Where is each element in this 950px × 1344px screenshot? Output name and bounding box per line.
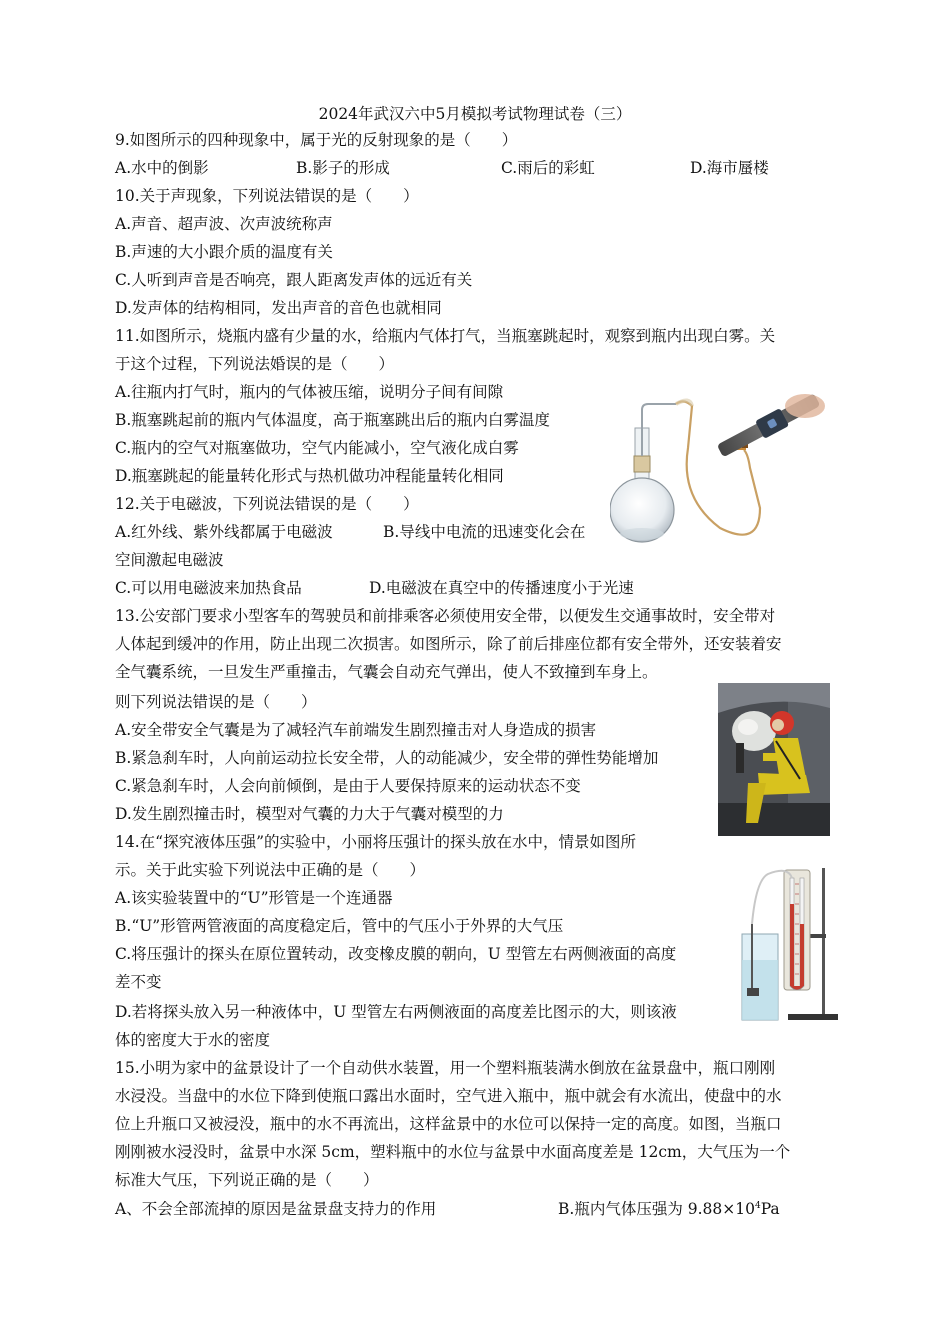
q14-option-d-line2: 体的密度大于水的密度 (115, 1031, 271, 1049)
q10-stem: 10.关于声现象，下列说法错误的是（ ） (115, 187, 419, 205)
q14-stem-line1: 14.在“探究液体压强”的实验中，小丽将压强计的探头放在水中，情景如图所 (115, 833, 637, 851)
q9-stem: 9.如图所示的四种现象中，属于光的反射现象的是（ ） (115, 131, 518, 149)
q12-option-d: D.电磁波在真空中的传播速度小于光速 (369, 579, 634, 597)
q15-option-b (558, 1199, 780, 1219)
q15-stem-line4: 刚刚被水浸没时，盆景中水深 5cm，塑料瓶中的水位与盆景中水面高度差是 12cm，大气压为一个 (115, 1143, 791, 1161)
q12-option-b-line1: B.导线中电流的迅速变化会在 (383, 523, 586, 541)
q14-option-b: B.“U”形管两管液面的高度稳定后，管中的气压小于外界的大气压 (115, 917, 564, 935)
q15-stem-line5: 标准大气压，下列说正确的是（ ） (115, 1171, 379, 1189)
q10-option-d: D.发声体的结构相同，发出声音的音色也就相同 (115, 299, 442, 317)
q10-option-b: B.声速的大小跟介质的温度有关 (115, 243, 333, 261)
q10-option-a: A.声音、超声波、次声波统称声 (115, 215, 333, 233)
q11-option-c: C.瓶内的空气对瓶塞做功，空气内能减小，空气液化成白雾 (115, 439, 519, 457)
q9-option-c: C.雨后的彩虹 (501, 159, 595, 177)
crash-test-airbag-photo (718, 683, 830, 836)
q13-option-d: D.发生剧烈撞击时，模型对气囊的力大于气囊对模型的力 (115, 805, 504, 823)
q15-stem-line2: 水浸没。当盘中的水位下降到使瓶口露出水面时，空气进入瓶中，瓶中就会有水流出，使盘中的水 (115, 1087, 782, 1105)
q15-option-b-prefix: B.瓶内气体压强为 9.88×10 (558, 1200, 755, 1218)
q11-option-b: B.瓶塞跳起前的瓶内气体温度，高于瓶塞跳出后的瓶内白雾温度 (115, 411, 550, 429)
q13-stem-line2: 人体起到缓冲的作用，防止出现二次损害。如图所示，除了前后排座位都有安全带外，还安装着安 (115, 635, 782, 653)
q13-stem-line4: 则下列说法错误的是（ ） (115, 693, 317, 711)
q15-stem-line1: 15.小明为家中的盆景设计了一个自动供水装置，用一个塑料瓶装满水倒放在盆景盘中，瓶口刚刚 (115, 1059, 776, 1077)
q13-stem-line3: 全气囊系统，一旦发生严重撞击，气囊会自动充气弹出，使人不致撞到车身上。 (115, 663, 658, 681)
q12-option-b-line2: 空间激起电磁波 (115, 551, 224, 569)
q14-option-a: A.该实验装置中的“U”形管是一个连通器 (115, 889, 393, 907)
page-title: 2024年武汉六中5月模拟考试物理试卷（三） (318, 105, 632, 123)
q9-option-a: A.水中的倒影 (115, 159, 209, 177)
q11-stem-line1: 11.如图所示，烧瓶内盛有少量的水，给瓶内气体打气，当瓶塞跳起时，观察到瓶内出现白雾。关 (115, 327, 776, 345)
q10-option-c: C.人听到声音是否响亮，跟人距离发声体的远近有关 (115, 271, 473, 289)
q12-stem: 12.关于电磁波，下列说法错误的是（ ） (115, 495, 419, 513)
q11-stem-line2: 于这个过程，下列说法婚误的是（ ） (115, 355, 395, 373)
q12-option-a: A.红外线、紫外线都属于电磁波 (115, 523, 333, 541)
q14-stem-line2: 示。关于此实验下列说法中正确的是（ ） (115, 861, 426, 879)
u-tube-manometer-figure (738, 864, 838, 1026)
q13-option-b: B.紧急刹车时，人向前运动拉长安全带，人的动能减少，安全带的弹性势能增加 (115, 749, 659, 767)
q13-stem-line1: 13.公安部门要求小型客车的驾驶员和前排乘客必须使用安全带，以便发生交通事故时，安全带对 (115, 607, 776, 625)
q9-option-b: B.影子的形成 (296, 159, 390, 177)
q13-option-a: A.安全带安全气囊是为了减轻汽车前端发生剧烈撞击对人身造成的损害 (115, 721, 597, 739)
q15-option-a: A、不会全部流掉的原因是盆景盘支持力的作用 (115, 1200, 437, 1218)
q11-option-a: A.往瓶内打气时，瓶内的气体被压缩，说明分子间有间隙 (115, 383, 504, 401)
q14-option-c-line1: C.将压强计的探头在原位置转动，改变橡皮膜的朝向，U 型管左右两侧液面的高度 (115, 945, 677, 963)
q15-stem-line3: 位上升瓶口又被浸没，瓶中的水不再流出，这样盆景中的水位可以保持一定的高度。如图，当瓶口 (115, 1115, 782, 1133)
q15-option-b-exponent: 4 (754, 1201, 761, 1211)
q13-option-c: C.紧急刹车时，人会向前倾倒，是由于人要保持原来的运动状态不变 (115, 777, 581, 795)
q12-option-c: C.可以用电磁波来加热食品 (115, 579, 302, 597)
q11-option-d: D.瓶塞跳起的能量转化形式与热机做功冲程能量转化相同 (115, 467, 504, 485)
q14-option-d-line1: D.若将探头放入另一种液体中，U 型管左右两侧液面的高度差比图示的大，则该液 (115, 1003, 677, 1021)
q9-option-d: D.海市蜃楼 (690, 159, 769, 177)
q15-option-b-unit: Pa (760, 1200, 780, 1218)
q14-option-c-line2: 差不变 (115, 973, 162, 991)
flask-pump-figure (610, 388, 825, 548)
